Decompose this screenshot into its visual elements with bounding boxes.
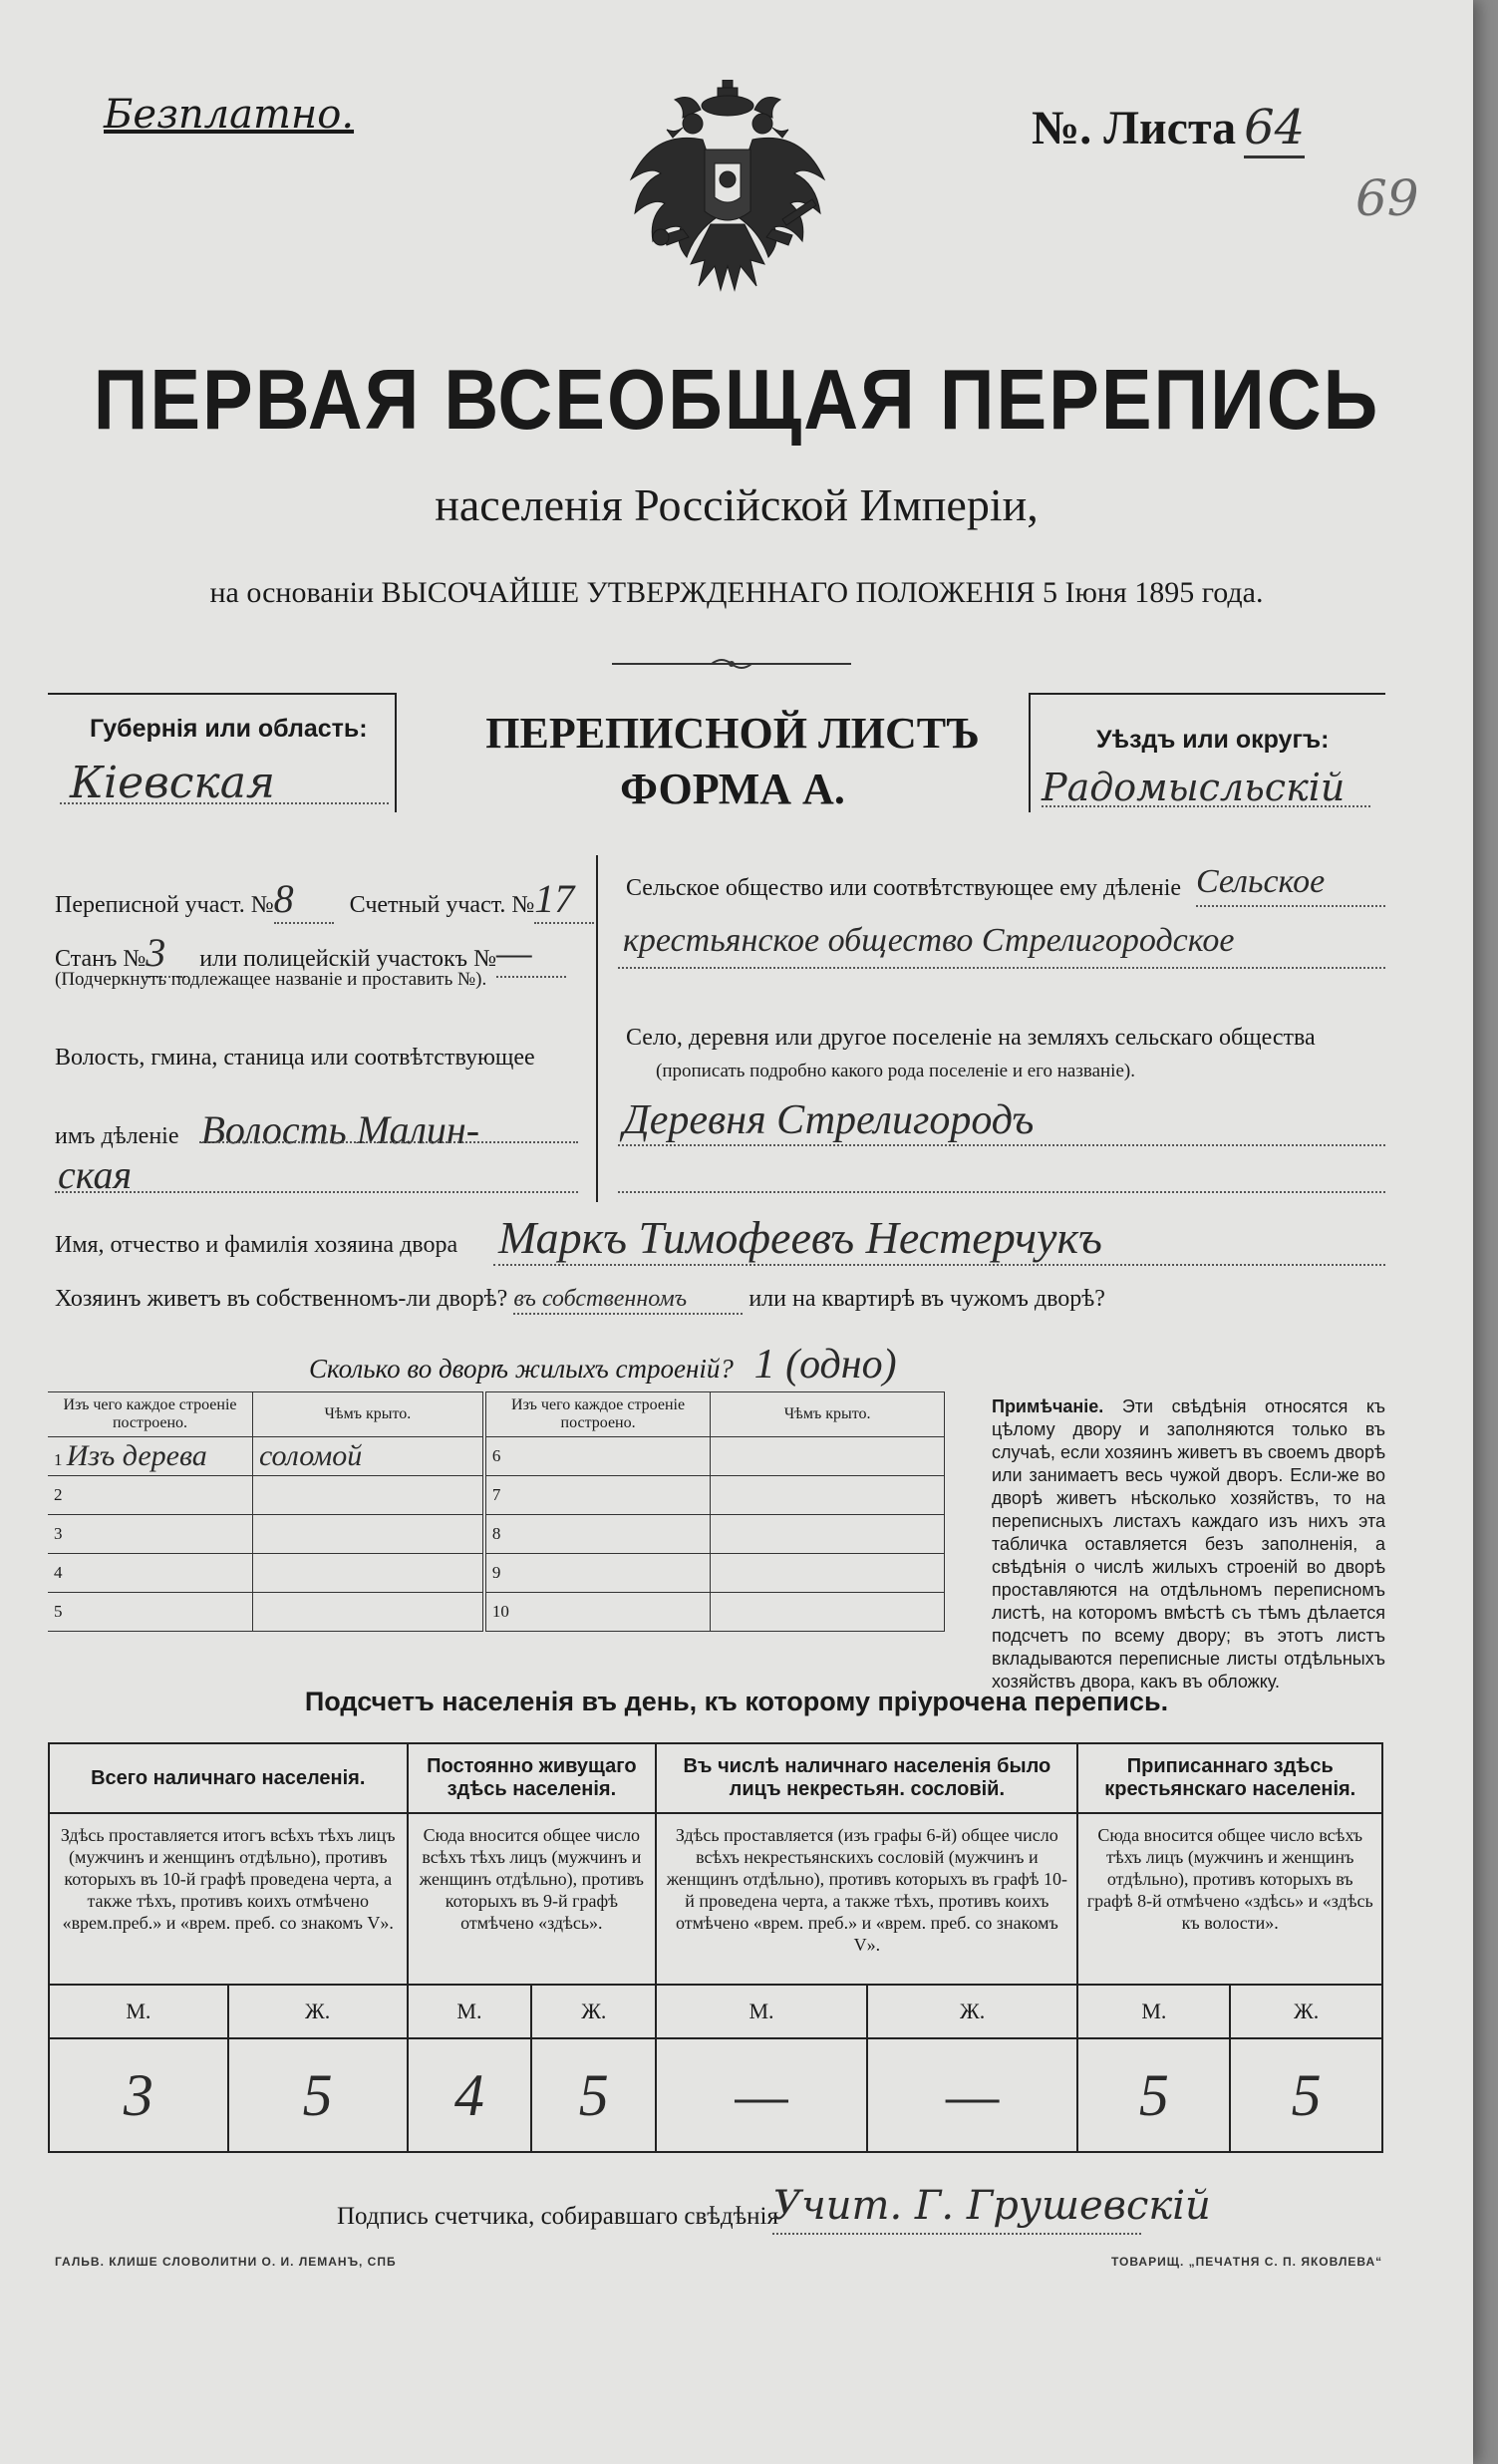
district-value: Радомысльскій (1042, 766, 1346, 809)
male-label: М. (656, 1985, 867, 2038)
female-label: Ж. (531, 1985, 656, 2038)
roof-value (252, 1515, 483, 1554)
roof-value (711, 1476, 945, 1515)
double-headed-eagle-icon (623, 80, 832, 319)
col-material-left: Изъ чего каждое строеніе построено. (48, 1392, 252, 1437)
census-section-row (55, 875, 594, 924)
count-col-total-present: Всего наличнаго населенія. (49, 1743, 408, 1813)
column-divider (596, 855, 598, 1202)
roof-value (711, 1554, 945, 1593)
village-underline-2 (618, 1191, 1385, 1193)
registered-peasant-female: 5 (1230, 2038, 1382, 2152)
page-title: ПЕРВАЯ ВСЕОБЩАЯ ПЕРЕПИСЬ (93, 352, 1380, 449)
roof-value: соломой (252, 1437, 483, 1476)
roof-value (252, 1554, 483, 1593)
form-title (409, 706, 1056, 817)
count-desc-total-present: Здѣсь проставляется итогъ всѣхъ тѣхъ лицъ (мужчинъ и женщинъ отдѣльно), противъ которыхъ въ 10-й графѣ проведена черта, а также тѣхъ, противъ коихъ отмѣчено «врем.преб.» и «врем. преб. со знакомъ V». (49, 1813, 408, 1985)
table-row (48, 1476, 945, 1515)
material-value: Изъ дерева (66, 1439, 207, 1472)
residence-row (55, 1286, 1105, 1315)
society-underline-1 (1196, 905, 1385, 907)
volost-label: имъ дѣленіе (55, 1123, 179, 1149)
stan-label: Станъ № (55, 946, 147, 972)
female-label: Ж. (867, 1985, 1078, 2038)
table-row (48, 1554, 945, 1593)
count-desc-non-peasant: Здѣсь проставляется (изъ графы 6-й) общее число всѣхъ некрестьянскихъ сословій (мужчинъ и женщинъ отдѣльно), противъ которыхъ въ графѣ 10-й проведена черта, а также тѣхъ, противъ коихъ отмѣчено «врем. преб.» и «врем. преб. со знакомъ V». (656, 1813, 1077, 1985)
sheet-number: 64 (1244, 100, 1305, 158)
signature-label: Подпись счетчика, собиравшаго свѣдѣнія (337, 2203, 778, 2230)
row-number: 5 (48, 1593, 252, 1632)
owner-label: Имя, отчество и фамилія хозяина двора (55, 1232, 458, 1258)
volost-value-line1: Волость Малин- (200, 1107, 480, 1152)
count-sex-row (49, 1985, 1382, 2038)
buildings-question-value: 1 (одно) (753, 1342, 897, 1387)
province-underline (60, 802, 389, 804)
buildings-table-header (48, 1392, 945, 1437)
col-roof-left: Чѣмъ крыто. (252, 1392, 483, 1437)
sheet-number-field (1032, 100, 1305, 155)
village-label: Село, деревня или другое поселеніе на земляхъ сельскаго общества (626, 1025, 1316, 1051)
district-underline (1042, 805, 1370, 807)
non-peasant-male: — (656, 2038, 867, 2152)
male-label: М. (408, 1985, 532, 2038)
owner-value: Маркъ Тимофеевъ Нестерчукъ (498, 1212, 1102, 1263)
volost-label-line2 (55, 1106, 479, 1153)
owner-underline (493, 1264, 1385, 1266)
ornament-divider (612, 656, 851, 672)
province-label: Губернія или область: (90, 715, 368, 743)
row-number: 1 (54, 1450, 63, 1469)
form-title-line1: ПЕРЕПИСНОЙ ЛИСТЪ (485, 709, 980, 758)
counting-section-label: Счетный участ. № (349, 892, 535, 918)
police-section-value: — (496, 929, 566, 978)
registered-peasant-male: 5 (1077, 2038, 1230, 2152)
sheet-label: №. Листа (1032, 102, 1237, 154)
residence-value: въ собственномъ (513, 1286, 743, 1315)
row-number: 8 (484, 1515, 711, 1554)
male-label: М. (1077, 1985, 1230, 2038)
page-subtitle: населенія Россійской Имперіи, (435, 479, 1039, 530)
count-header-row (49, 1743, 1382, 1813)
province-value: Кіевская (70, 758, 276, 808)
census-section-label: Переписной участ. № (55, 892, 274, 918)
count-desc-permanent: Сюда вносится общее число всѣхъ тѣхъ лицъ (мужчинъ и женщинъ отдѣльно), противъ которыхъ въ 9-й графѣ отмѣчено «здѣсь». (408, 1813, 657, 1985)
row-number: 3 (48, 1515, 252, 1554)
district-label: Уѣздъ или округъ: (1096, 726, 1330, 754)
count-col-permanent: Постоянно живущаго здѣсь населенія. (408, 1743, 657, 1813)
row-number: 10 (484, 1593, 711, 1632)
signature-underline (772, 2233, 1141, 2235)
row-number: 9 (484, 1554, 711, 1593)
buildings-question-row (309, 1341, 897, 1388)
pencil-page-number: 69 (1355, 169, 1419, 227)
volost-underline-1 (199, 1141, 578, 1143)
count-desc-registered-peasant: Сюда вносится общее число всѣхъ тѣхъ лицъ (мужчинъ и женщинъ отдѣльно), противъ которыхъ въ графѣ 8-й отмѣчено «здѣсь» и «здѣсь къ волости». (1077, 1813, 1382, 1985)
count-col-non-peasant: Въ числѣ наличнаго населенія было лицъ некрестьян. сословій. (656, 1743, 1077, 1813)
population-count-table (48, 1742, 1383, 2153)
society-underline-2 (618, 967, 1385, 969)
roof-value (711, 1437, 945, 1476)
non-peasant-female: — (867, 2038, 1078, 2152)
female-label: Ж. (1230, 1985, 1382, 2038)
table-row (48, 1515, 945, 1554)
roof-value (711, 1515, 945, 1554)
signature-value: Учит. Г. Грушевскій (772, 2183, 1211, 2229)
roof-value (711, 1593, 945, 1632)
legal-basis: на основаніи ВЫСОЧАЙШЕ УТВЕРЖДЕННАГО ПОЛОЖЕНІЯ 5 Іюня 1895 года. (209, 576, 1264, 609)
underline-note: (Подчеркнуть подлежащее названіе и проставить №). (55, 969, 487, 990)
counting-section-value: 17 (534, 875, 594, 924)
permanent-female: 5 (531, 2038, 656, 2152)
permanent-male: 4 (408, 2038, 532, 2152)
stan-value: 3 (146, 929, 185, 978)
village-note: (прописать подробно какого рода поселеніе и его названіе). (656, 1061, 1135, 1081)
note-block (992, 1395, 1385, 1694)
buildings-question-label: Сколько во дворѣ жилыхъ строеній? (309, 1354, 734, 1384)
society-value-line2: крестьянское общество Стрелигородское (623, 922, 1235, 959)
buildings-table (48, 1391, 945, 1632)
row-number: 4 (48, 1554, 252, 1593)
free-label: Безплатно. (104, 92, 355, 138)
residence-label-own: Хозяинъ живетъ въ собственномъ-ли дворѣ? (55, 1286, 508, 1312)
total-present-male: 3 (49, 2038, 228, 2152)
row-number: 2 (48, 1476, 252, 1515)
row-number: 7 (484, 1476, 711, 1515)
roof-value (252, 1476, 483, 1515)
volost-underline-2 (55, 1191, 578, 1193)
row-number: 6 (484, 1437, 711, 1476)
village-value: Деревня Стрелигородъ (623, 1097, 1035, 1143)
police-section-label: или полицейскій участокъ № (199, 946, 496, 972)
col-roof-right: Чѣмъ крыто. (711, 1392, 945, 1437)
village-underline-1 (618, 1144, 1385, 1146)
footer-printer-left: ГАЛЬВ. КЛИШЕ СЛОВОЛИТНИ О. И. ЛЕМАНЪ, СПБ (55, 2255, 397, 2269)
footer-printer-right: ТОВАРИЩ. „ПЕЧАТНЯ С. П. ЯКОВЛЕВА“ (1111, 2255, 1383, 2269)
volost-label-line1: Волость, гмина, станица или соотвѣтствующее (55, 1045, 535, 1071)
total-present-female: 5 (228, 2038, 408, 2152)
volost-value-line2: ская (58, 1152, 133, 1197)
residence-label-rented: или на квартирѣ въ чужомъ дворѣ? (749, 1286, 1105, 1312)
count-col-registered-peasant: Приписаннаго здѣсь крестьянскаго населенія. (1077, 1743, 1382, 1813)
count-desc-row (49, 1813, 1382, 1985)
form-title-line2: ФОРМА А. (620, 765, 845, 813)
society-label: Сельское общество или соотвѣтствующее ему дѣленіе (626, 875, 1182, 901)
society-value-line1: Сельское (1196, 863, 1326, 900)
count-heading: Подсчетъ населенія въ день, къ которому пріурочена перепись. (304, 1687, 1169, 1716)
table-row (48, 1437, 945, 1476)
table-row (48, 1593, 945, 1632)
col-material-right: Изъ чего каждое строеніе построено. (484, 1392, 711, 1437)
census-section-value: 8 (274, 875, 334, 924)
roof-value (252, 1593, 483, 1632)
male-label: М. (49, 1985, 228, 2038)
count-value-row (49, 2038, 1382, 2152)
female-label: Ж. (228, 1985, 408, 2038)
note-title: Примѣчаніе. (992, 1396, 1104, 1416)
note-text: Эти свѣдѣнія относятся къ цѣлому двору и заполняются только въ случаѣ, если хозяинъ живетъ въ своемъ дворѣ или занимаетъ весь чужой дворъ. Если-же во дворѣ живетъ нѣсколько хозяйствъ, то на переписныхъ листахъ каждаго изъ нихъ эта табличка оставляется безъ заполненія, а свѣдѣнія о числѣ жилыхъ строеній во дворѣ проставляются на отдѣльномъ переписномъ листѣ, на которомъ вмѣстѣ съ тѣмъ дѣлается подсчетъ по всему двору; въ этотъ листъ вкладываются переписные листы отдѣльныхъ хозяйствъ двора, какъ въ обложку. (992, 1396, 1385, 1692)
